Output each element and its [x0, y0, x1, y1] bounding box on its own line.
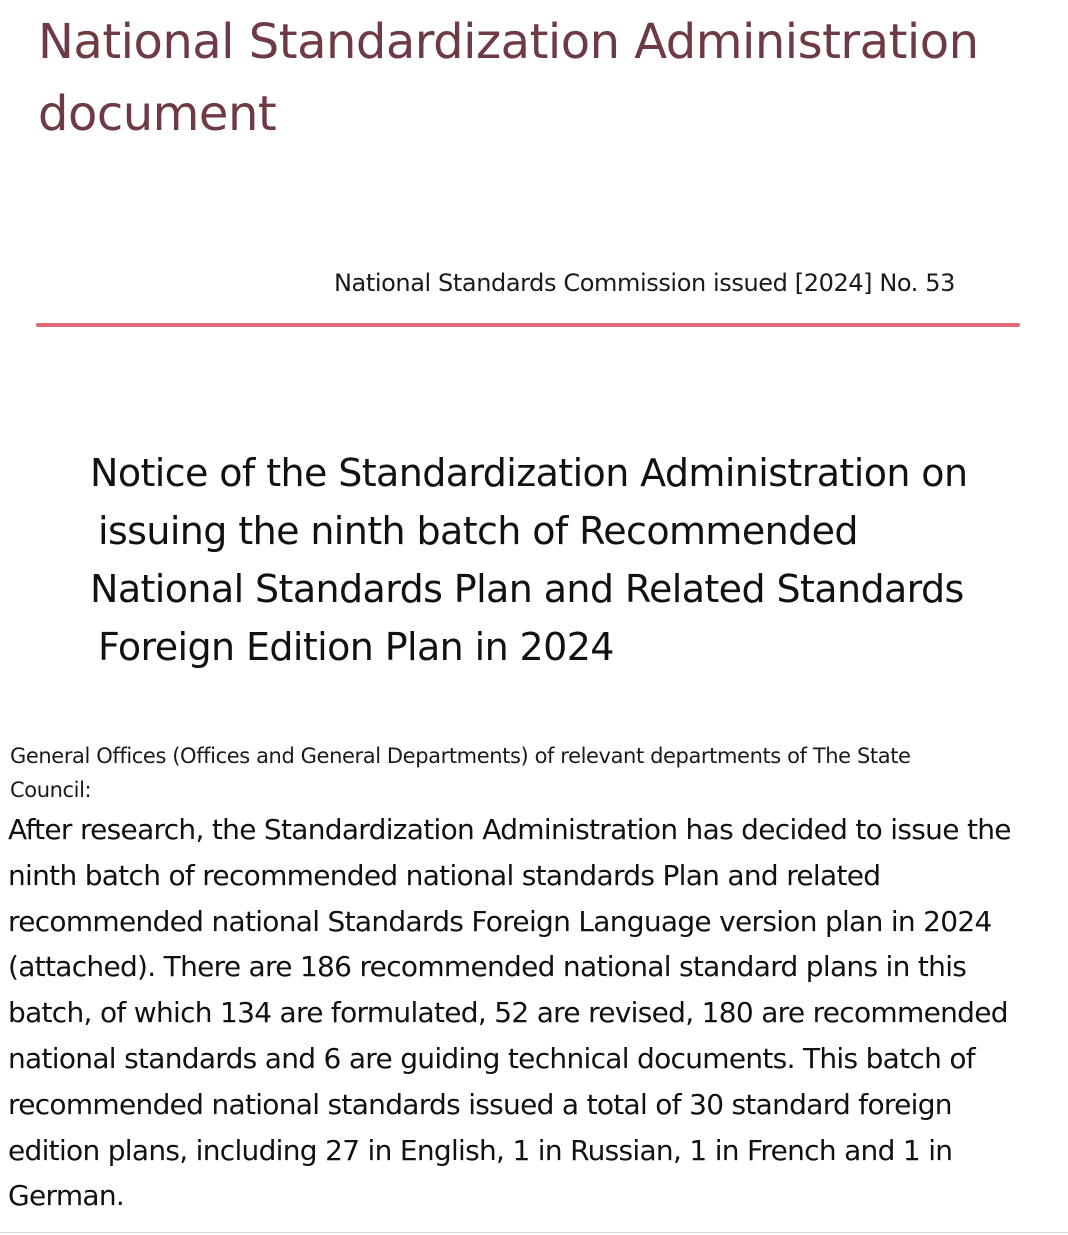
- agency-title: National Standardization Administration document: [38, 14, 979, 142]
- red-divider-rule: [36, 323, 1020, 327]
- notice-title-line: Foreign Edition Plan in 2024: [98, 625, 614, 669]
- bottom-divider: [0, 1232, 1068, 1233]
- body-paragraph: After research, the Standardization Administration has decided to issue the ninth batch of recommended national standards Plan and related recommended national Standards Foreign Language version plan in 2024 (attached). There are 186 recommended national standard plans in this batch, of which 134 are formulated, 52 are revised, 180 are recommended national standards and 6 are guiding technical documents. This batch of recommended national standards issued a total of 30 standard foreign edition plans, including 27 in English, 1 in Russian, 1 in French and 1 in German.: [8, 813, 1011, 1213]
- notice-title-line: Notice of the Standardization Administration on: [90, 451, 968, 495]
- notice-title-line: National Standards Plan and Related Standards: [90, 567, 964, 611]
- notice-title: [90, 444, 990, 676]
- document-number: National Standards Commission issued [2024] No. 53: [334, 269, 955, 297]
- salutation: General Offices (Offices and General Departments) of relevant departments of The State Council:: [10, 744, 911, 802]
- notice-title-line: issuing the ninth batch of Recommended: [98, 509, 858, 553]
